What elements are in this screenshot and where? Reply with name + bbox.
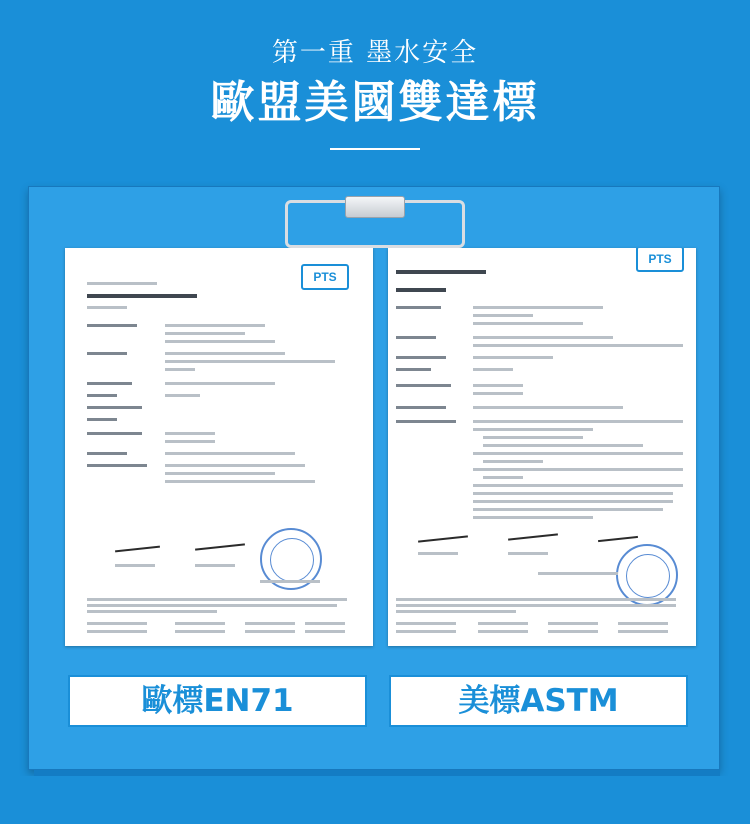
label-en71: 歐標EN71 <box>68 675 367 727</box>
title-underline <box>330 148 420 150</box>
page-title: 歐盟美國雙達標 <box>210 77 540 128</box>
footer-strip <box>0 776 750 824</box>
header <box>0 0 750 185</box>
subtitle: 第一重 墨水安全 <box>271 38 479 68</box>
certificate-en71 <box>65 248 373 646</box>
pts-logo: PTS <box>301 264 349 290</box>
pts-logo: PTS <box>636 248 684 272</box>
binder-clip-top <box>345 196 405 218</box>
certificate-astm <box>388 248 696 646</box>
pts-stamp <box>616 544 678 606</box>
label-astm: 美標ASTM <box>389 675 688 727</box>
